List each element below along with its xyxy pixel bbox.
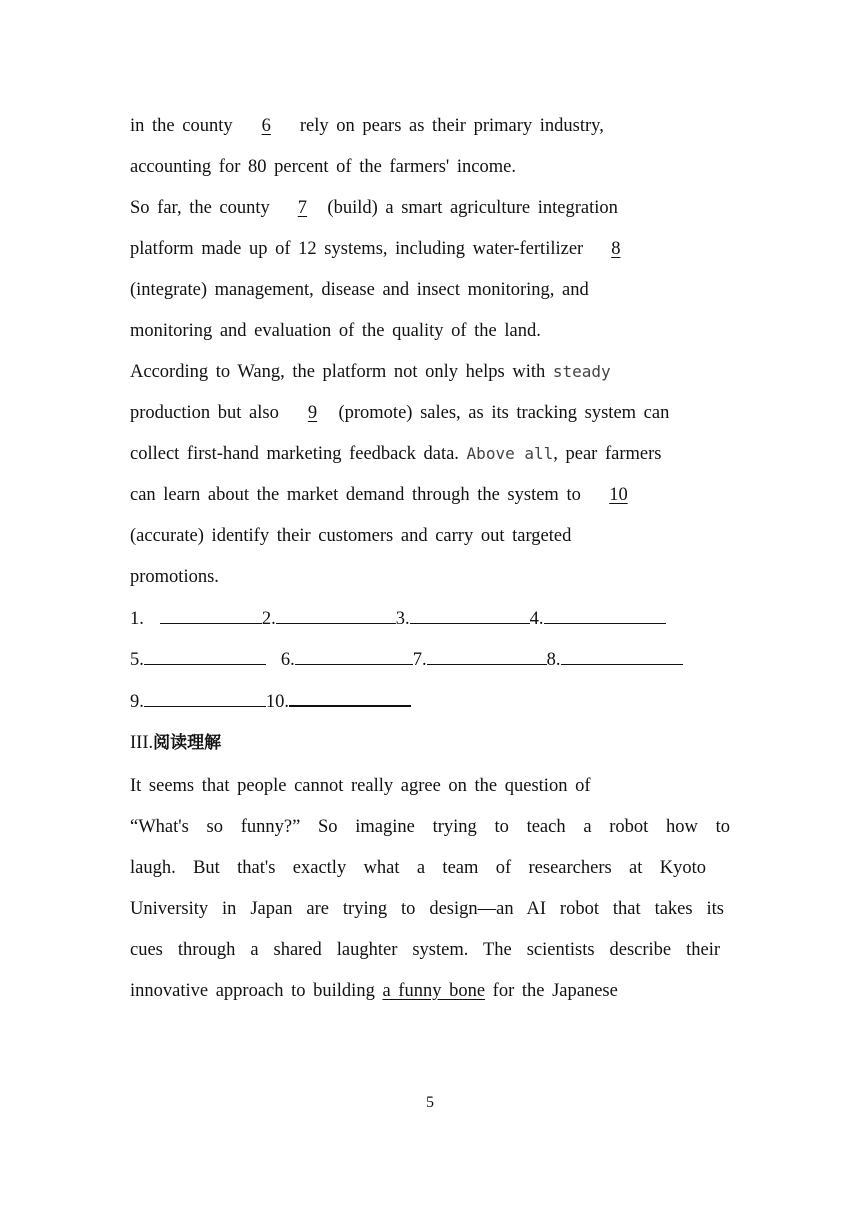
text-segment: rely on pears as their primary industry, bbox=[299, 116, 604, 136]
text-segment: for the Japanese bbox=[492, 981, 618, 1001]
text-line: It seems that people cannot really agree on the question of bbox=[130, 776, 591, 796]
text-line bbox=[130, 237, 641, 261]
text-segment: (promote) sales, as its tracking system can bbox=[338, 403, 670, 423]
text-segment: According to Wang, the platform not only helps with bbox=[130, 362, 546, 382]
answer-blank bbox=[295, 647, 413, 665]
answer-number: 9. bbox=[130, 692, 144, 712]
answer-number: 4. bbox=[529, 609, 544, 629]
text-segment: collect first-hand marketing feedback data. bbox=[130, 444, 459, 464]
answer-number: 6. bbox=[280, 650, 295, 670]
text-segment-mono: steady bbox=[552, 362, 611, 381]
section-numeral: III. bbox=[130, 733, 154, 753]
text-segment: can learn about the market demand through the system to bbox=[130, 485, 581, 505]
text-line bbox=[130, 401, 669, 425]
answer-blank bbox=[144, 689, 266, 707]
answer-number: 10. bbox=[265, 692, 289, 712]
text-line: (accurate) identify their customers and carry out targeted bbox=[130, 526, 572, 546]
answer-row bbox=[130, 647, 683, 672]
answer-number: 8. bbox=[546, 650, 561, 670]
section-heading bbox=[130, 731, 221, 755]
text-line: (integrate) management, disease and insect monitoring, and bbox=[130, 280, 589, 300]
answer-number: 5. bbox=[130, 650, 144, 670]
answer-number: 2. bbox=[261, 609, 276, 629]
text-line bbox=[130, 442, 661, 466]
text-line: accounting for 80 percent of the farmers' income. bbox=[130, 157, 516, 177]
answer-blank bbox=[160, 606, 262, 624]
blank-6: 6 bbox=[261, 116, 271, 136]
answer-blank bbox=[427, 647, 547, 665]
text-line: promotions. bbox=[130, 567, 219, 587]
answer-number: 1. bbox=[130, 609, 144, 629]
text-segment: (build) a smart agriculture integration bbox=[327, 198, 618, 218]
answer-blank bbox=[276, 606, 396, 624]
blank-10: 10 bbox=[609, 485, 628, 505]
blank-8: 8 bbox=[611, 239, 621, 259]
text-line: University in Japan are trying to design—an AI robot that takes its bbox=[130, 899, 724, 919]
text-line bbox=[130, 360, 611, 384]
page-number: 5 bbox=[426, 1094, 434, 1111]
text-segment: So far, the county bbox=[130, 198, 270, 218]
text-line: laugh. But that's exactly what a team of researchers at Kyoto bbox=[130, 858, 706, 878]
text-line: “What's so funny?” So imagine trying to teach a robot how to bbox=[130, 817, 730, 837]
answer-row bbox=[130, 688, 411, 714]
underlined-phrase: a funny bone bbox=[382, 981, 486, 1001]
answer-blank bbox=[289, 688, 411, 707]
text-line bbox=[130, 483, 648, 507]
answer-blank bbox=[544, 606, 666, 624]
answer-number: 7. bbox=[412, 650, 427, 670]
text-line bbox=[130, 196, 618, 220]
answer-blank bbox=[410, 606, 530, 624]
text-line: monitoring and evaluation of the quality of the land. bbox=[130, 321, 541, 341]
text-line: cues through a shared laughter system. The scientists describe their bbox=[130, 940, 720, 960]
text-segment: , pear farmers bbox=[553, 444, 662, 464]
text-segment: innovative approach to building bbox=[130, 981, 375, 1001]
text-segment-mono: Above all bbox=[466, 444, 554, 463]
text-segment: production but also bbox=[130, 403, 279, 423]
text-line bbox=[130, 979, 618, 1003]
answer-blank bbox=[561, 647, 683, 665]
blank-7: 7 bbox=[297, 198, 308, 218]
text-line bbox=[130, 114, 604, 138]
answer-blank bbox=[144, 647, 266, 665]
blank-9: 9 bbox=[307, 403, 318, 423]
text-segment: in the county bbox=[130, 116, 233, 136]
answer-row bbox=[130, 606, 666, 631]
section-title: 阅读理解 bbox=[153, 733, 222, 753]
answer-number: 3. bbox=[395, 609, 410, 629]
text-segment: platform made up of 12 systems, including water-fertilizer bbox=[130, 239, 584, 259]
